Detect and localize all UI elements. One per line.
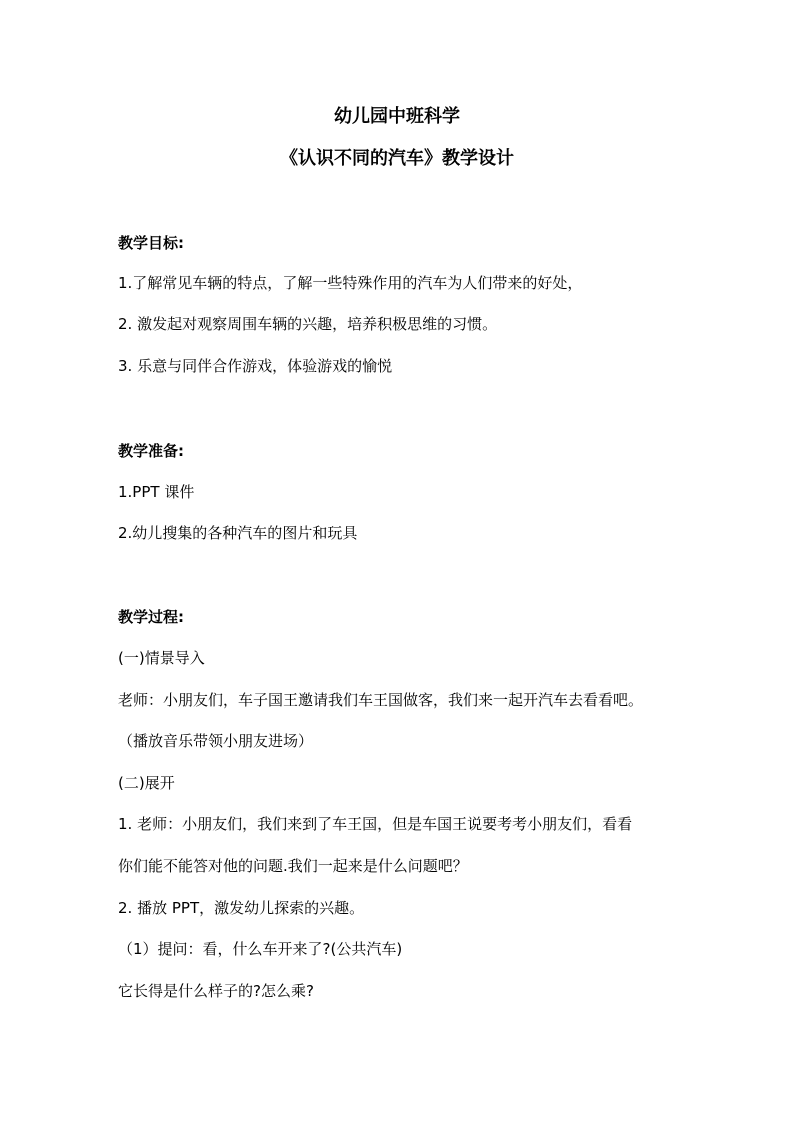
process-heading: 教学过程: [118,608,184,626]
process-line-4: (二)展开 [118,774,175,792]
process-line-7: 2. 播放 PPT，激发幼儿探索的兴趣。 [118,899,365,917]
process-line-8: （1）提问：看，什么车开来了?(公共汽车) [118,940,403,958]
process-line-6: 你们能不能答对他的问题.我们一起来是什么问题吧？ [118,857,468,875]
preparation-heading: 教学准备: [118,442,184,460]
goal-item-1: 1.了解常见车辆的特点，了解一些特殊作用的汽车为人们带来的好处， [118,274,583,292]
document-subtitle: 《认识不同的汽车》教学设计 [280,148,514,169]
preparation-item-1: 1.PPT 课件 [118,483,195,501]
process-line-3: （播放音乐带领小朋友进场） [118,732,314,750]
process-line-1: (一)情景导入 [118,649,205,667]
goal-item-2: 2. 激发起对观察周围车辆的兴趣，培养积极思维的习惯。 [118,315,498,333]
preparation-item-2: 2.幼儿搜集的各种汽车的图片和玩具 [118,524,358,542]
process-line-5: 1. 老师：小朋友们，我们来到了车王国，但是车国王说要考考小朋友们，看看 [118,815,633,833]
process-line-9: 它长得是什么样子的?怎么乘? [118,982,314,1000]
goals-heading: 教学目标: [118,234,184,252]
goal-item-3: 3. 乐意与同伴合作游戏，体验游戏的愉悦 [118,357,393,375]
process-line-2: 老师：小朋友们，车子国王邀请我们车王国做客，我们来一起开汽车去看看吧。 [118,691,644,709]
document-title: 幼儿园中班科学 [334,106,460,127]
